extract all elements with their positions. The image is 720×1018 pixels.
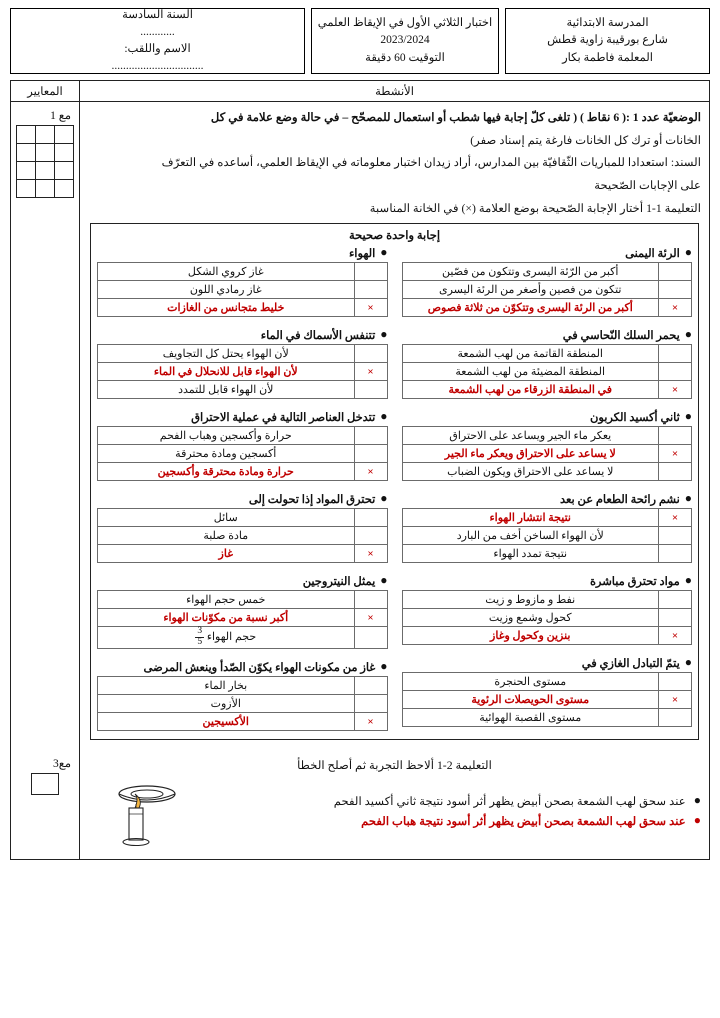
option-checkbox[interactable]: × (354, 299, 387, 317)
options-table (402, 672, 693, 727)
option-text[interactable]: يعكر ماء الجير ويساعد على الاحتراق (402, 427, 659, 445)
question-item (402, 328, 693, 399)
bullet-icon: ● (380, 245, 388, 260)
option-checkbox[interactable] (659, 345, 692, 363)
answers-block (90, 223, 699, 740)
options-table (402, 590, 693, 645)
option-row[interactable] (402, 673, 692, 691)
option-checkbox[interactable]: × (659, 299, 692, 317)
options-table (402, 344, 693, 399)
header-school-box (505, 8, 710, 74)
option-row[interactable] (98, 695, 388, 713)
exam-title: اختبار الثلاثي الأول في الإيقاظ العلمي (317, 17, 493, 30)
option-checkbox[interactable]: × (354, 463, 387, 481)
option-text[interactable]: المنطقة المضيئة من لهب الشمعة (402, 363, 659, 381)
bullet-icon: ● (693, 792, 701, 807)
question-item (97, 328, 388, 399)
bullet-icon: ● (380, 409, 388, 424)
student-name-label: الاسم واللقب: (124, 43, 191, 55)
criteria-cell[interactable] (55, 180, 74, 198)
option-checkbox[interactable]: × (659, 509, 692, 527)
question-item (402, 492, 693, 563)
questions-column-right (97, 246, 388, 731)
section-1-activities (79, 102, 709, 750)
statement-black (189, 794, 701, 808)
option-checkbox[interactable] (659, 609, 692, 627)
option-row[interactable] (402, 445, 692, 463)
bullet-icon: ● (380, 573, 388, 588)
criteria-cell[interactable] (17, 144, 36, 162)
option-text[interactable]: مادة صلبة (98, 527, 355, 545)
question-title-text: يمثل النيتروجين (302, 576, 376, 589)
answers-title: إجابة واحدة صحيحة (348, 230, 441, 243)
option-text[interactable]: أكبر من الرّئة اليسرى وتتكون من فصّين (402, 263, 659, 281)
instruction-2: التعليمة 2-1 ألاحظ التجربة ثم أصلح الخطأ (297, 759, 492, 773)
option-checkbox[interactable] (354, 695, 387, 713)
option-row[interactable] (98, 627, 388, 649)
option-row[interactable] (402, 463, 692, 481)
question-title-text: تتنفس الأسماك في الماء (260, 330, 376, 343)
option-checkbox[interactable] (354, 345, 387, 363)
header-exam-box (311, 8, 499, 74)
options-table (97, 262, 388, 317)
question-item (97, 574, 388, 649)
option-row[interactable] (98, 713, 388, 731)
option-checkbox[interactable] (659, 673, 692, 691)
option-text[interactable]: حرارة ومادة محترقة وأكسجين (98, 463, 355, 481)
option-checkbox[interactable] (354, 591, 387, 609)
option-row[interactable] (402, 709, 692, 727)
option-row[interactable] (402, 281, 692, 299)
option-row[interactable] (402, 299, 692, 317)
option-checkbox[interactable]: × (659, 691, 692, 709)
option-text[interactable]: خليط متجانس من الغازات (98, 299, 355, 317)
option-row[interactable] (402, 363, 692, 381)
question-title (402, 656, 693, 670)
option-checkbox[interactable] (659, 463, 692, 481)
bullet-icon: ● (380, 491, 388, 506)
question-title-text: يحمر السلك النّحاسي في (562, 330, 680, 343)
options-table (97, 590, 388, 649)
option-text[interactable]: لا يساعد على الاحتراق ويكون الضباب (402, 463, 659, 481)
criteria-cell[interactable] (36, 180, 55, 198)
option-text[interactable]: غاز (98, 545, 355, 563)
intro-line-4: على الإجابات الصّحيحة (594, 178, 701, 192)
section-1-row (11, 102, 709, 750)
option-row[interactable] (98, 509, 388, 527)
section-2-row (11, 750, 709, 859)
option-checkbox[interactable]: × (354, 363, 387, 381)
option-text[interactable]: نتيجة انتشار الهواء (402, 509, 659, 527)
option-row[interactable] (98, 677, 388, 695)
options-table (402, 508, 693, 563)
option-text[interactable]: لأن الهواء الساخن أخف من البارد (402, 527, 659, 545)
option-checkbox[interactable] (354, 527, 387, 545)
candle-illustration (88, 778, 183, 853)
exam-sheet (10, 80, 710, 860)
option-text[interactable]: مستوى القصبة الهوائية (402, 709, 659, 727)
option-checkbox[interactable]: × (354, 713, 387, 731)
question-item (97, 246, 388, 317)
option-row[interactable] (402, 591, 692, 609)
question-title-text: نشم رائحة الطعام عن بعد (560, 494, 680, 507)
question-title (97, 246, 388, 260)
criteria-cell[interactable] (36, 162, 55, 180)
criteria-cell[interactable] (17, 180, 36, 198)
question-title-text: تتدخل العناصر التالية في عملية الاحتراق (191, 412, 376, 425)
question-title-text: الهواء (348, 248, 376, 261)
intro-line-3: السند: استعدادا للمباريات الثّقافيّة بين المدارس، أراد زيدان اختبار معلوماته في الإيقاظ العلمي، أساعده في التعرّف (161, 156, 701, 170)
option-row[interactable] (402, 263, 692, 281)
bullet-icon: ● (684, 491, 692, 506)
option-checkbox[interactable] (659, 427, 692, 445)
option-text[interactable]: حجم الهواء $\frac{3}{5}$ (98, 627, 355, 649)
option-text[interactable]: كحول وشمع وزيت (402, 609, 659, 627)
question-title (402, 492, 693, 506)
criteria-cell[interactable] (55, 162, 74, 180)
question-item (402, 246, 693, 317)
intro-line-1: الوضعيّة عدد 1 :( 6 نقاط ) ( تلغى كلّ إجابة فيها شطب أو استعمال للمصحّح – في حالة وضع علامة في كل (210, 111, 701, 124)
option-text[interactable]: أكبر من الرئة اليسرى وتتكوّن من ثلاثة فصوص (402, 299, 659, 317)
bullet-icon: ● (684, 409, 692, 424)
criteria-label-1: مع 1 (50, 110, 71, 122)
option-text[interactable]: غاز كروي الشكل (98, 263, 355, 281)
school-address: شارع بورقيبة زاوية قطش (547, 34, 668, 47)
option-checkbox[interactable]: × (659, 445, 692, 463)
option-row[interactable] (98, 445, 388, 463)
student-name-dots: ................................ (111, 60, 204, 73)
option-row[interactable] (402, 627, 692, 645)
question-title-text: يتمّ التبادل الغازي في (581, 658, 680, 671)
option-text[interactable]: المنطقة القاتمة من لهب الشمعة (402, 345, 659, 363)
experiment-area (88, 778, 701, 853)
section-1-criteria (11, 102, 79, 750)
option-checkbox[interactable] (659, 709, 692, 727)
question-item (97, 410, 388, 481)
question-title-text: الرئة اليمنى (625, 248, 680, 261)
option-checkbox[interactable] (354, 677, 387, 695)
option-text[interactable]: لأن الهواء قابل للتمدد (98, 381, 355, 399)
option-row[interactable] (98, 345, 388, 363)
questions-column-left (402, 246, 693, 731)
option-checkbox[interactable] (354, 509, 387, 527)
section-2-activities (79, 750, 709, 859)
question-title (97, 410, 388, 424)
criteria-grid[interactable] (16, 125, 74, 198)
option-row[interactable] (402, 381, 692, 399)
question-title (402, 574, 693, 588)
section-2-criteria (11, 750, 79, 859)
statement-red-text: عند سحق لهب الشمعة بصحن أبيض يظهر أثر أسود نتيجة هباب الفحم (361, 814, 686, 828)
question-item (402, 410, 693, 481)
grade-level: السنة السادسة (122, 8, 193, 21)
intro-line-5: التعليمة 1-1 أختار الإجابة الصّحيحة بوضع العلامة (×) في الخانة المناسبة (369, 201, 701, 215)
fraction: $\frac{3}{5}$ (197, 626, 203, 648)
option-text[interactable]: لا يساعد على الاحتراق ويعكر ماء الجير (402, 445, 659, 463)
question-title (402, 328, 693, 342)
question-title-text: غاز من مكونات الهواء يكوّن الصّدأ وينعش المرضى (143, 662, 376, 675)
option-row[interactable] (402, 509, 692, 527)
criteria-cell[interactable] (55, 126, 74, 144)
criteria-cell[interactable] (36, 126, 55, 144)
option-row[interactable] (98, 263, 388, 281)
option-checkbox[interactable]: × (659, 627, 692, 645)
option-checkbox[interactable] (659, 363, 692, 381)
criteria-cell[interactable] (55, 144, 74, 162)
option-row[interactable] (98, 527, 388, 545)
option-text[interactable]: نتيجة تمدد الهواء (402, 545, 659, 563)
question-item (97, 492, 388, 563)
bullet-icon: ● (380, 327, 388, 342)
option-text[interactable]: الأزوت (98, 695, 355, 713)
options-table (97, 344, 388, 399)
option-row[interactable] (98, 363, 388, 381)
option-row[interactable] (98, 381, 388, 399)
option-text[interactable]: نفط و مازوط و زيت (402, 591, 659, 609)
exam-duration: التوقيت 60 دقيقة (365, 51, 445, 64)
option-checkbox[interactable]: × (659, 381, 692, 399)
option-text[interactable]: تتكون من فصين وأصغر من الرئة اليسرى (402, 281, 659, 299)
question-item (402, 656, 693, 727)
option-checkbox[interactable] (659, 545, 692, 563)
option-row[interactable] (402, 691, 692, 709)
option-checkbox[interactable] (659, 527, 692, 545)
question-title-text: مواد تحترق مباشرة (589, 576, 680, 589)
options-table (97, 508, 388, 563)
school-name: المدرسة الابتدائية (566, 17, 649, 30)
experiment-statements (189, 778, 701, 828)
option-text[interactable]: سائل (98, 509, 355, 527)
option-text[interactable]: مستوى الحويصلات الرئوية (402, 691, 659, 709)
activities-header: الأنشطة (79, 81, 709, 101)
question-item (97, 660, 388, 731)
criteria-header: المعايير (27, 86, 63, 98)
bullet-icon: ● (684, 327, 692, 342)
criteria-cell[interactable] (17, 162, 36, 180)
page-header (10, 8, 710, 74)
intro-line-2: الخانات أو ترك كل الخانات فارغة يتم إسناد صفر) (470, 133, 701, 147)
options-table (97, 676, 388, 731)
option-checkbox[interactable]: × (354, 609, 387, 627)
bullet-icon: ● (684, 245, 692, 260)
option-text[interactable]: لأن الهواء قابل للانحلال في الماء (98, 363, 355, 381)
option-checkbox[interactable] (659, 263, 692, 281)
sheet-header-row (11, 81, 709, 102)
options-table (402, 426, 693, 481)
options-table (402, 262, 693, 317)
option-row[interactable] (98, 463, 388, 481)
option-checkbox[interactable] (354, 281, 387, 299)
option-row[interactable] (402, 527, 692, 545)
bullet-icon: ● (380, 659, 388, 674)
criteria-cell[interactable] (36, 144, 55, 162)
question-title (402, 410, 693, 424)
statement-red (189, 814, 701, 828)
option-text[interactable]: أكبر نسبة من مكوّنات الهواء (98, 609, 355, 627)
option-row[interactable] (402, 545, 692, 563)
option-checkbox[interactable] (659, 281, 692, 299)
option-checkbox[interactable] (354, 427, 387, 445)
question-title (97, 660, 388, 674)
option-checkbox[interactable] (354, 445, 387, 463)
option-row[interactable] (98, 427, 388, 445)
option-row[interactable] (98, 609, 388, 627)
option-checkbox[interactable] (354, 627, 387, 649)
bullet-icon: ● (684, 655, 692, 670)
option-checkbox[interactable] (354, 381, 387, 399)
option-row[interactable] (98, 281, 388, 299)
option-text[interactable]: في المنطقة الزرقاء من لهب الشمعة (402, 381, 659, 399)
candle-with-plate-icon (105, 778, 183, 850)
option-text[interactable]: بنزين وكحول وغاز (402, 627, 659, 645)
option-text[interactable]: لأن الهواء يحتل كل التجاويف (98, 345, 355, 363)
bullet-icon: ● (684, 573, 692, 588)
header-student-box (10, 8, 305, 74)
criteria-box-3[interactable] (31, 773, 59, 795)
question-title (97, 328, 388, 342)
option-row[interactable] (98, 591, 388, 609)
option-row[interactable] (98, 299, 388, 317)
questions-columns (97, 246, 692, 731)
option-text[interactable]: بخار الماء (98, 677, 355, 695)
option-row[interactable] (402, 609, 692, 627)
grade-dots: ............ (140, 25, 175, 38)
option-text[interactable]: حرارة وأكسجين وهباب الفحم (98, 427, 355, 445)
question-title-text: تحترق المواد إذا تحولت إلى (248, 494, 376, 507)
option-checkbox[interactable] (659, 591, 692, 609)
option-row[interactable] (402, 345, 692, 363)
question-item (402, 574, 693, 645)
option-checkbox[interactable] (354, 263, 387, 281)
question-title (97, 492, 388, 506)
bullet-icon: ● (693, 812, 701, 827)
criteria-cell[interactable] (17, 126, 36, 144)
options-table (97, 426, 388, 481)
option-text[interactable]: أكسجين ومادة محترقة (98, 445, 355, 463)
option-checkbox[interactable]: × (354, 545, 387, 563)
option-text[interactable]: غاز رمادي اللون (98, 281, 355, 299)
option-text[interactable]: الأكسيجين (98, 713, 355, 731)
option-text[interactable]: مستوى الحنجرة (402, 673, 659, 691)
question-title (97, 574, 388, 588)
question-title-text: ثاني أكسيد الكربون (589, 412, 680, 425)
exam-year: 2023/2024 (380, 34, 430, 47)
statement-black-text: عند سحق لهب الشمعة بصحن أبيض يظهر أثر أسود نتيجة ثاني أكسيد الفحم (333, 794, 686, 808)
teacher-name: المعلمة فاطمة بكار (562, 51, 653, 64)
option-text[interactable]: خمس حجم الهواء (98, 591, 355, 609)
option-row[interactable] (402, 427, 692, 445)
question-title (402, 246, 693, 260)
option-row[interactable] (98, 545, 388, 563)
criteria-label-3: مع3 (52, 758, 71, 771)
